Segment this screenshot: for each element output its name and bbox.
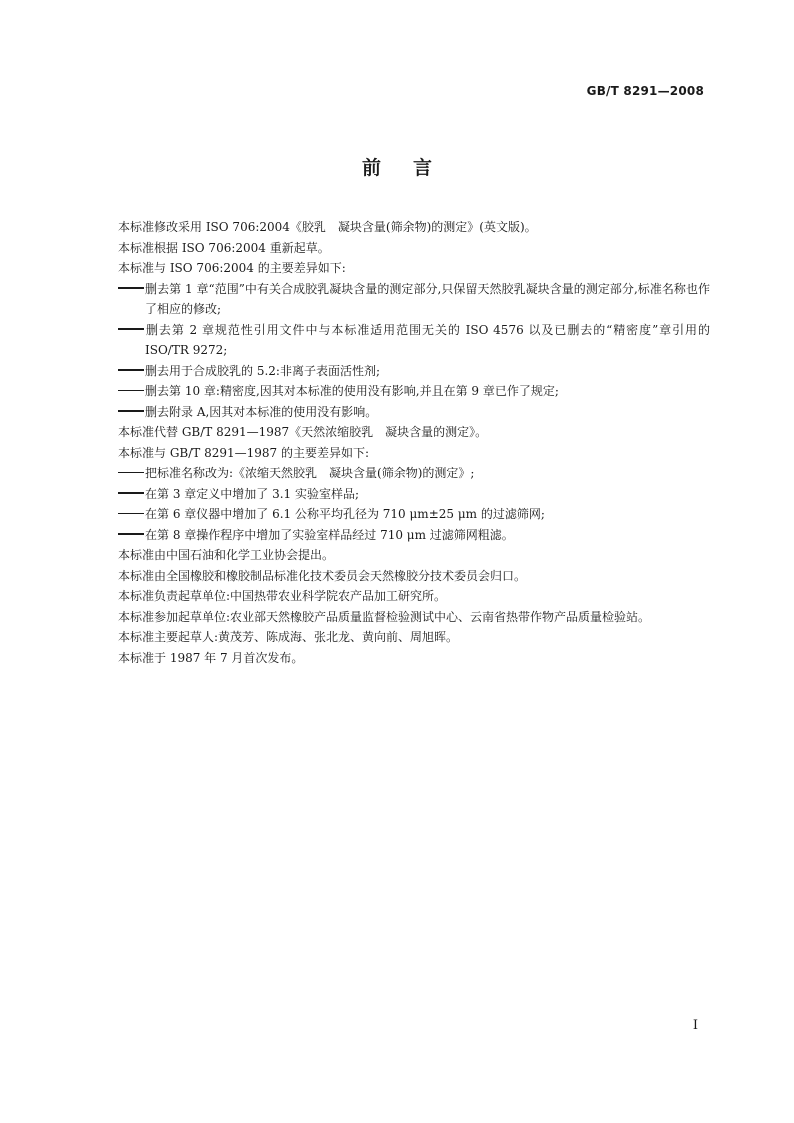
dash-list-item: 删去附录 A,因其对本标准的使用没有影响。	[90, 402, 710, 423]
paragraph: 本标准负责起草单位:中国热带农业科学院农产品加工研究所。	[118, 589, 447, 603]
paragraph: 本标准主要起草人:黄茂芳、陈成海、张北龙、黄向前、周旭晖。	[118, 630, 459, 644]
dash-list-item: 在第 6 章仪器中增加了 6.1 公称平均孔径为 710 μm±25 μm 的过滤筛网;	[90, 504, 710, 525]
page-number: I	[692, 1018, 698, 1033]
paragraph: 本标准修改采用 ISO 706:2004《胶乳 凝块含量(筛余物)的测定》(英文版)。	[118, 220, 537, 234]
paragraph: 本标准由中国石油和化学工业协会提出。	[118, 548, 335, 562]
paragraph: 本标准由全国橡胶和橡胶制品标准化技术委员会天然橡胶分技术委员会归口。	[118, 568, 527, 583]
dash-list-item: 删去第 1 章“范围”中有关合成胶乳凝块含量的测定部分,只保留天然胶乳凝块含量的测定部分,标准名称也作了相应的修改;	[90, 279, 710, 320]
paragraph: 本标准代替 GB/T 8291—1987《天然浓缩胶乳 凝块含量的测定》。	[118, 425, 488, 439]
dash-list-item: 把标准名称改为:《浓缩天然胶乳 凝块含量(筛余物)的测定》;	[90, 463, 710, 484]
paragraph: 本标准于 1987 年 7 月首次发布。	[118, 650, 304, 665]
paragraph: 本标准根据 ISO 706:2004 重新起草。	[118, 240, 330, 255]
dash-list-item: 删去第 2 章规范性引用文件中与本标准适用范围无关的 ISO 4576 以及已删去的“精密度”章引用的 ISO/TR 9272;	[90, 320, 710, 361]
preface-body	[90, 217, 710, 668]
dash-list-item: 在第 8 章操作程序中增加了实验室样品经过 710 μm 过滤筛网粗滤。	[90, 525, 710, 546]
paragraph: 本标准参加起草单位:农业部天然橡胶产品质量监督检验测试中心、云南省热带作物产品质量检验站。	[118, 609, 651, 624]
page-title: 前言	[361, 157, 464, 179]
dash-list-item: 删去第 10 章:精密度,因其对本标准的使用没有影响,并且在第 9 章已作了规定;	[90, 381, 710, 402]
dash-list-item: 在第 3 章定义中增加了 3.1 实验室样品;	[90, 484, 710, 505]
paragraph: 本标准与 GB/T 8291—1987 的主要差异如下:	[118, 445, 370, 460]
standard-code: GB/T 8291—2008	[586, 84, 704, 98]
paragraph: 本标准与 ISO 706:2004 的主要差异如下:	[118, 261, 346, 275]
dash-list-item: 删去用于合成胶乳的 5.2:非离子表面活性剂;	[90, 361, 710, 382]
